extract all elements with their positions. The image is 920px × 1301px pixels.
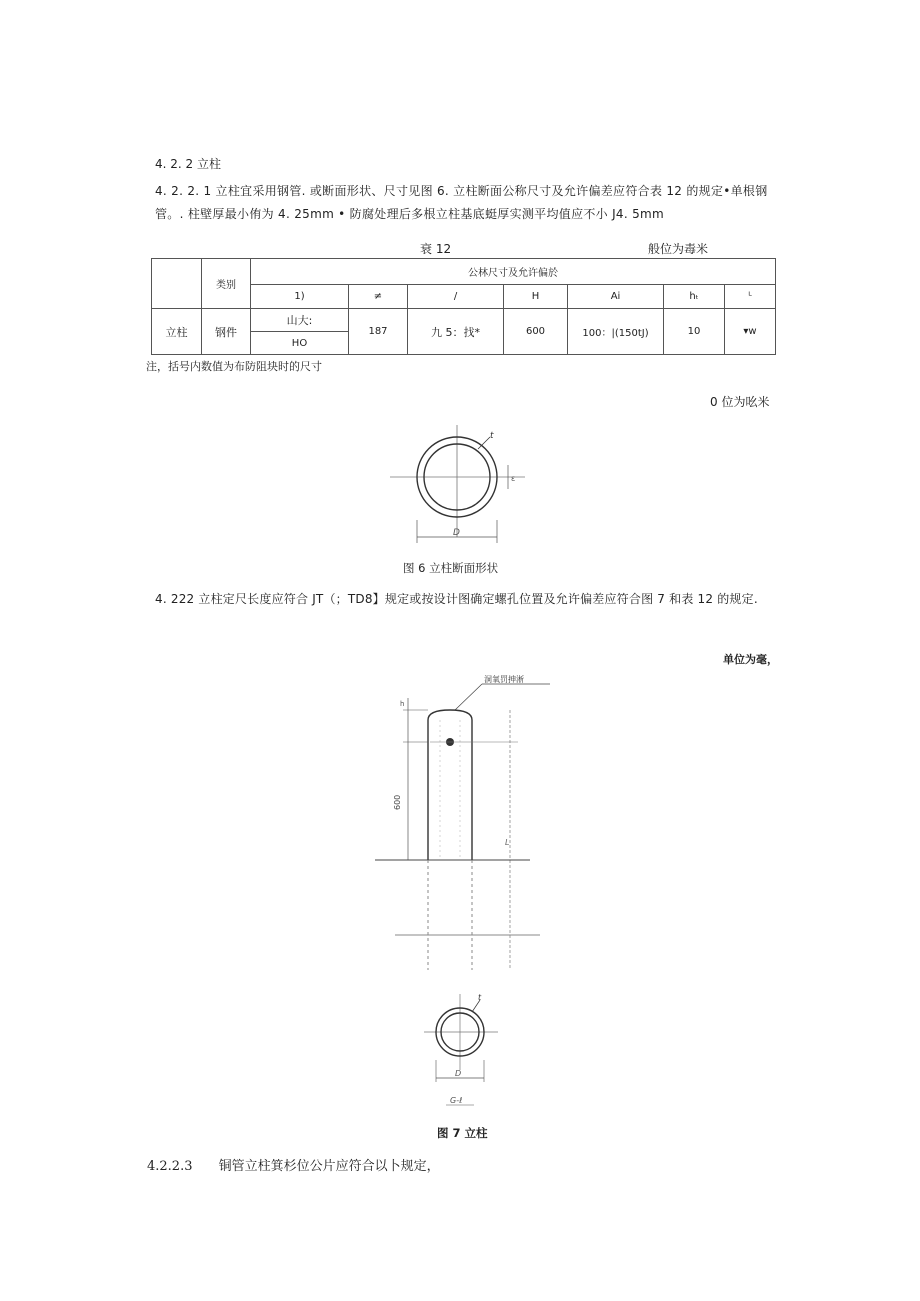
table-unit: 般位为毒米	[648, 242, 709, 256]
fig7-callout: 洞氧罚抻淅	[484, 675, 524, 684]
table-col-header-6: hₜ	[664, 285, 725, 309]
table-header-group: 公林尺寸及允许偏於	[251, 259, 776, 285]
table-col-header-2: ≠	[349, 285, 408, 309]
table-cell-bottom: HO	[251, 332, 349, 355]
table-col-header-4: H	[504, 285, 568, 309]
fig7-cs-label-t: t	[478, 993, 482, 1002]
fig6-label-side: ε	[511, 474, 516, 483]
table-col-header-1: 1)	[251, 285, 349, 309]
table-col-header-5: Ai	[568, 285, 664, 309]
fig7-cs-label-g: G-ℓ	[450, 1096, 463, 1105]
fig7-dim-600: 600	[393, 794, 402, 810]
table-value-2: 九 5：找*	[408, 309, 504, 355]
spec-table-12	[151, 258, 776, 355]
fig6-label-d: D	[453, 528, 460, 538]
table-cell-top: 山大:	[251, 309, 349, 332]
fig7-cs-label-d: D	[455, 1069, 462, 1078]
section-heading: 4. 2. 2 立柱	[155, 157, 221, 171]
table-corner-cell	[152, 259, 202, 309]
fig6-cross-section-drawing	[390, 425, 530, 550]
fig7-label-l: L	[505, 838, 510, 847]
fig7-cross-section-drawing	[420, 990, 500, 1110]
fig7-unit: 单位为毫，	[723, 653, 778, 666]
table-note: 注，括号内数值为布防阻块时的尺寸	[146, 360, 322, 373]
paragraph-line-1: 4. 2. 2. 1 立柱宜采用钢管. 或断面形状、尺寸见图 6. 立柱断面公称尺寸及允许偏差应符合表 12 的规定•单根钢	[155, 184, 768, 198]
fig6-unit: 0 位为吆米	[710, 395, 770, 409]
fig7-label-h: h	[400, 700, 405, 708]
fig7-caption: 图 7 立柱	[437, 1126, 488, 1140]
paragraph-text: 铜管立柱箕杉位公片应符合以卜规定，	[218, 1159, 440, 1174]
paragraph-4-2-2-2: 4. 222 立柱定尺长度应符合 JT（；TD8】规定或按设计图确定螺孔位置及允许偏差应符合图 7 和表 12 的规定.	[155, 592, 758, 606]
table-header-category: 类别	[202, 259, 251, 309]
table-value-5: 10	[664, 309, 725, 355]
table-title: 衰 12	[420, 242, 452, 256]
table-value-1: 187	[349, 309, 408, 355]
paragraph-4-2-2-1	[155, 180, 775, 226]
table-row-type: 钢件	[202, 309, 251, 355]
fig6-label-t: t	[490, 431, 494, 441]
table-value-3: 600	[504, 309, 568, 355]
table-value-4: 100：|(150tJ)	[568, 309, 664, 355]
table-col-header-7: ᴸ	[725, 285, 776, 309]
paragraph-number: 4.2.2.3	[147, 1159, 193, 1174]
fig7-callout-leader	[455, 684, 482, 710]
fig6-caption: 图 6 立柱断面形状	[403, 561, 499, 575]
fig7-post-outline	[428, 710, 472, 860]
table-col-header-3: /	[408, 285, 504, 309]
paragraph-4-2-2-3	[147, 1155, 440, 1174]
table-row-label: 立柱	[152, 309, 202, 355]
paragraph-line-2: 管。. 柱壁厚最小侑为 4. 25mm • 防腐处理后多根立柱基底蜓厚实测平均值应不小 J4. 5mm	[155, 207, 664, 221]
fig7-post-drawing	[370, 670, 550, 975]
table-value-6: ▾w	[725, 309, 776, 355]
